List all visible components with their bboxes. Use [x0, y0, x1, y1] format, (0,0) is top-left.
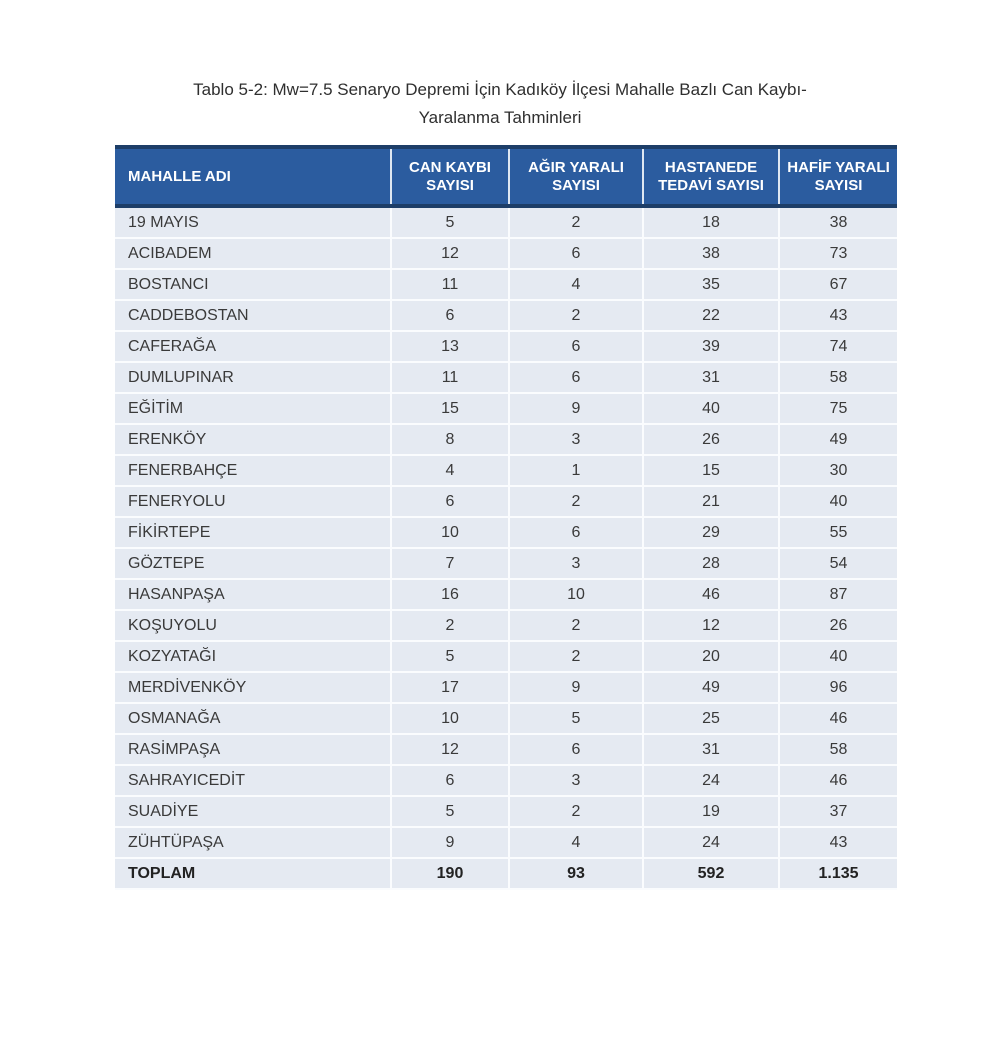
- cell-value: 58: [778, 735, 897, 764]
- cell-value: 6: [508, 518, 642, 547]
- cell-value: 4: [390, 456, 508, 485]
- table-caption-line2: Yaralanma Tahminleri: [418, 108, 582, 127]
- cell-value: 38: [642, 239, 778, 268]
- cell-value: 75: [778, 394, 897, 423]
- cell-value: 21: [642, 487, 778, 516]
- cell-value: 37: [778, 797, 897, 826]
- neighborhood-name: DUMLUPINAR: [128, 368, 234, 386]
- cell-value: 18: [642, 208, 778, 237]
- neighborhood-name: SAHRAYICEDİT: [128, 771, 246, 789]
- table-row: [115, 642, 897, 673]
- cell-value: 190: [390, 859, 508, 888]
- casualty-table: [115, 145, 897, 890]
- cell-value: 10: [508, 580, 642, 609]
- cell-value: 15: [642, 456, 778, 485]
- column-header-2: AĞIR YARALI SAYISI: [508, 149, 642, 204]
- cell-value: 30: [778, 456, 897, 485]
- neighborhood-name: CAFERAĞA: [128, 337, 217, 355]
- cell-value: 6: [390, 301, 508, 330]
- table-row: [115, 518, 897, 549]
- cell-value: 1: [508, 456, 642, 485]
- table-row: [115, 611, 897, 642]
- cell-value: 2: [390, 611, 508, 640]
- cell-value: 28: [642, 549, 778, 578]
- cell-value: 2: [508, 611, 642, 640]
- cell-value: 15: [390, 394, 508, 423]
- neighborhood-name: CADDEBOSTAN: [128, 306, 249, 324]
- cell-value: 46: [642, 580, 778, 609]
- table-row: [115, 735, 897, 766]
- cell-value: 13: [390, 332, 508, 361]
- table-row-total: [115, 859, 897, 890]
- cell-value: 20: [642, 642, 778, 671]
- table-row: [115, 766, 897, 797]
- cell-value: 6: [390, 487, 508, 516]
- cell-value: 2: [508, 487, 642, 516]
- table-row: [115, 549, 897, 580]
- table-row: [115, 456, 897, 487]
- neighborhood-name: OSMANAĞA: [128, 709, 221, 727]
- cell-value: 9: [508, 673, 642, 702]
- neighborhood-name: SUADİYE: [128, 802, 199, 820]
- cell-value: 10: [390, 518, 508, 547]
- cell-value: 11: [390, 363, 508, 392]
- cell-value: 3: [508, 425, 642, 454]
- table-body: [115, 208, 897, 890]
- table-row: [115, 797, 897, 828]
- cell-value: 7: [390, 549, 508, 578]
- cell-value: 38: [778, 208, 897, 237]
- cell-value: 29: [642, 518, 778, 547]
- cell-value: 22: [642, 301, 778, 330]
- table-row: [115, 828, 897, 859]
- column-header-1: CAN KAYBI SAYISI: [390, 149, 508, 204]
- cell-value: 43: [778, 301, 897, 330]
- table-row: [115, 487, 897, 518]
- cell-value: 12: [390, 239, 508, 268]
- neighborhood-name: ACIBADEM: [128, 244, 212, 262]
- cell-value: 25: [642, 704, 778, 733]
- table-caption-line1: Tablo 5-2: Mw=7.5 Senaryo Depremi İçin Kadıköy İlçesi Mahalle Bazlı Can Kaybı-: [193, 80, 807, 99]
- table-row: [115, 580, 897, 611]
- cell-value: 6: [508, 363, 642, 392]
- table-row: [115, 301, 897, 332]
- cell-value: 9: [390, 828, 508, 857]
- cell-value: 5: [390, 642, 508, 671]
- cell-value: 5: [390, 208, 508, 237]
- neighborhood-name: FENERYOLU: [128, 492, 226, 510]
- neighborhood-name: RASİMPAŞA: [128, 740, 221, 758]
- cell-value: 46: [778, 704, 897, 733]
- cell-value: 40: [778, 642, 897, 671]
- cell-value: 5: [390, 797, 508, 826]
- cell-value: 24: [642, 828, 778, 857]
- cell-value: 2: [508, 301, 642, 330]
- cell-value: 54: [778, 549, 897, 578]
- table-row: [115, 673, 897, 704]
- cell-value: 4: [508, 828, 642, 857]
- cell-value: 6: [390, 766, 508, 795]
- neighborhood-name: FİKİRTEPE: [128, 523, 211, 541]
- neighborhood-name: GÖZTEPE: [128, 554, 205, 572]
- cell-value: 49: [778, 425, 897, 454]
- table-row: [115, 363, 897, 394]
- neighborhood-name: EĞİTİM: [128, 399, 184, 417]
- cell-value: 74: [778, 332, 897, 361]
- cell-value: 12: [390, 735, 508, 764]
- cell-value: 16: [390, 580, 508, 609]
- cell-value: 40: [778, 487, 897, 516]
- cell-value: 58: [778, 363, 897, 392]
- cell-value: 35: [642, 270, 778, 299]
- column-header-0: MAHALLE ADI: [128, 167, 231, 185]
- neighborhood-name: ERENKÖY: [128, 430, 207, 448]
- cell-value: 2: [508, 208, 642, 237]
- cell-value: 96: [778, 673, 897, 702]
- neighborhood-name: KOŞUYOLU: [128, 616, 217, 634]
- table-caption: [0, 76, 1000, 132]
- cell-value: 24: [642, 766, 778, 795]
- table-row: [115, 332, 897, 363]
- cell-value: 49: [642, 673, 778, 702]
- cell-value: 592: [642, 859, 778, 888]
- cell-value: 9: [508, 394, 642, 423]
- cell-value: 12: [642, 611, 778, 640]
- cell-value: 55: [778, 518, 897, 547]
- cell-value: 11: [390, 270, 508, 299]
- cell-value: 31: [642, 735, 778, 764]
- neighborhood-name: ZÜHTÜPAŞA: [128, 833, 224, 851]
- table-row: [115, 208, 897, 239]
- neighborhood-name: MERDİVENKÖY: [128, 678, 247, 696]
- neighborhood-name: FENERBAHÇE: [128, 461, 238, 479]
- cell-value: 8: [390, 425, 508, 454]
- table-header-row: [115, 145, 897, 208]
- cell-value: 2: [508, 797, 642, 826]
- cell-value: 6: [508, 332, 642, 361]
- cell-value: 87: [778, 580, 897, 609]
- cell-value: 6: [508, 239, 642, 268]
- cell-value: 40: [642, 394, 778, 423]
- cell-value: 19: [642, 797, 778, 826]
- table-row: [115, 394, 897, 425]
- cell-value: 2: [508, 642, 642, 671]
- cell-value: 26: [778, 611, 897, 640]
- cell-value: 10: [390, 704, 508, 733]
- cell-value: 43: [778, 828, 897, 857]
- cell-value: 17: [390, 673, 508, 702]
- neighborhood-name: TOPLAM: [128, 864, 196, 882]
- table-row: [115, 425, 897, 456]
- neighborhood-name: KOZYATAĞI: [128, 647, 217, 665]
- cell-value: 67: [778, 270, 897, 299]
- column-header-3: HASTANEDE TEDAVİ SAYISI: [642, 149, 778, 204]
- cell-value: 39: [642, 332, 778, 361]
- cell-value: 26: [642, 425, 778, 454]
- cell-value: 93: [508, 859, 642, 888]
- cell-value: 3: [508, 549, 642, 578]
- cell-value: 1.135: [778, 859, 897, 888]
- table-row: [115, 270, 897, 301]
- neighborhood-name: HASANPAŞA: [128, 585, 225, 603]
- column-header-4: HAFİF YARALI SAYISI: [778, 149, 897, 204]
- cell-value: 46: [778, 766, 897, 795]
- cell-value: 5: [508, 704, 642, 733]
- table-row: [115, 704, 897, 735]
- cell-value: 73: [778, 239, 897, 268]
- cell-value: 31: [642, 363, 778, 392]
- cell-value: 6: [508, 735, 642, 764]
- neighborhood-name: BOSTANCI: [128, 275, 209, 293]
- table-row: [115, 239, 897, 270]
- neighborhood-name: 19 MAYIS: [128, 213, 199, 231]
- cell-value: 3: [508, 766, 642, 795]
- cell-value: 4: [508, 270, 642, 299]
